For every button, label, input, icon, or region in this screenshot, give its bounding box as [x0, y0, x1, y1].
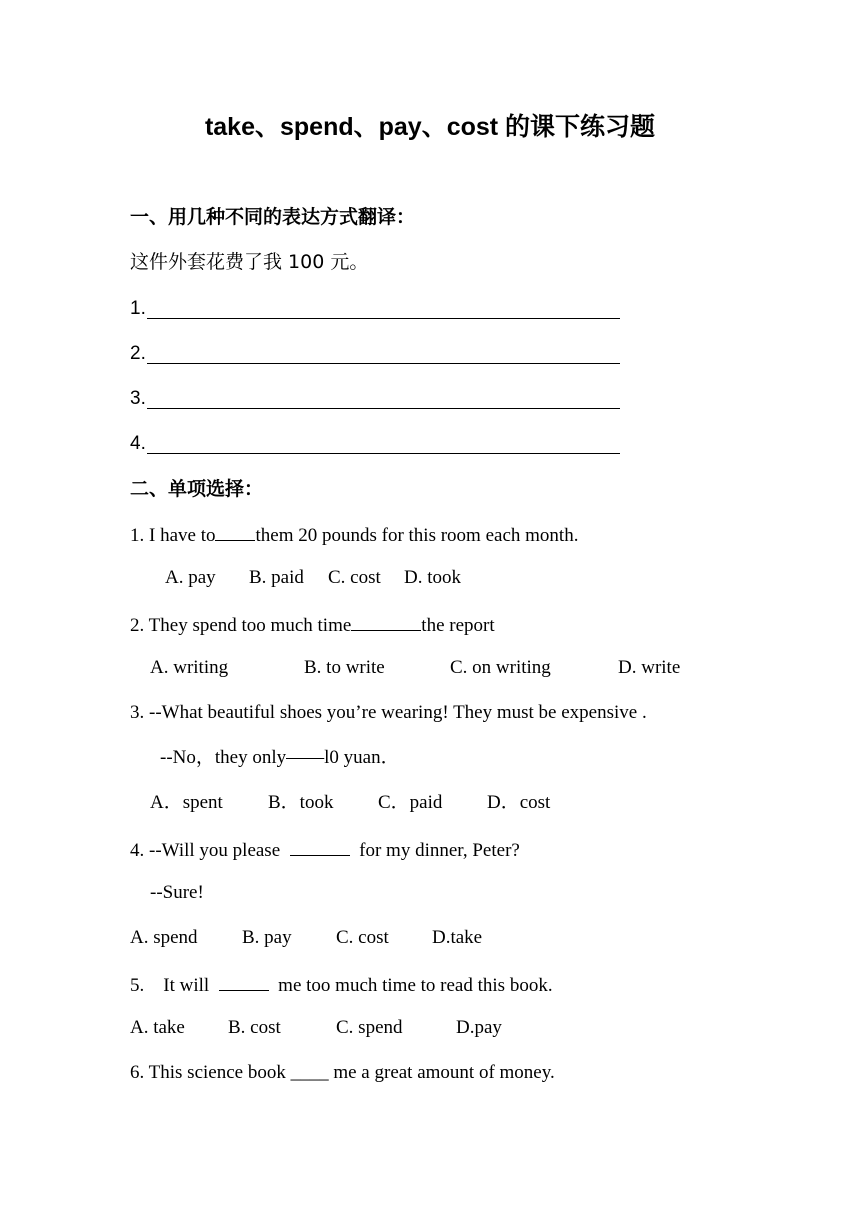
line-number: 1. — [130, 298, 146, 319]
option-a[interactable]: A. take — [130, 1017, 185, 1038]
answer-blank[interactable] — [147, 363, 620, 364]
question-3: 3. --What beautiful shoes you’re wearing! They must be expensive . — [130, 702, 647, 723]
page-title: take、spend、pay、cost 的课下练习题 — [204, 113, 656, 141]
question-6: 6. This science book ____ me a great amount of money. — [130, 1062, 555, 1083]
line-number: 3. — [130, 388, 146, 409]
option-b[interactable]: B. cost — [228, 1017, 281, 1038]
option-d[interactable]: D.pay — [456, 1017, 502, 1038]
question-text: 1. I have to — [130, 525, 216, 546]
question-text: 5. It will — [130, 975, 210, 996]
option-c[interactable]: C. cost — [328, 567, 381, 588]
translation-line-3[interactable] — [130, 386, 620, 412]
answer-blank[interactable] — [219, 970, 269, 991]
answer-blank[interactable] — [147, 408, 620, 409]
question-5 — [130, 970, 553, 999]
option-d[interactable]: D.take — [432, 927, 483, 948]
translation-line-2[interactable] — [130, 341, 620, 367]
question-4 — [130, 835, 520, 864]
translation-line-4[interactable] — [130, 431, 620, 457]
answer-blank[interactable] — [215, 520, 255, 541]
section-1-heading: 一、用几种不同的表达方式翻译： — [130, 206, 416, 228]
question-3-reply: --No，they only——l0 yuan． — [160, 747, 400, 768]
question-2 — [130, 610, 495, 639]
question-1 — [130, 520, 578, 549]
question-text: 2. They spend too much time — [130, 615, 352, 636]
answer-blank[interactable] — [147, 318, 620, 319]
option-b[interactable]: B. paid — [249, 567, 304, 588]
option-b[interactable]: B. to write — [304, 657, 385, 678]
option-d[interactable]: D. took — [404, 567, 461, 588]
question-text: me too much time to read this book. — [278, 975, 553, 996]
option-b[interactable]: B．took — [268, 792, 334, 813]
answer-blank[interactable] — [290, 835, 350, 856]
answer-blank[interactable] — [147, 453, 620, 454]
question-4-reply: --Sure! — [150, 882, 204, 903]
option-a[interactable]: A．spent — [150, 792, 223, 813]
answer-blank[interactable] — [351, 610, 421, 631]
translation-line-1[interactable] — [130, 296, 620, 322]
option-a[interactable]: A. writing — [150, 657, 229, 678]
option-b[interactable]: B. pay — [242, 927, 292, 948]
option-c[interactable]: C. cost — [336, 927, 389, 948]
question-text: 4. --Will you please — [130, 840, 281, 861]
option-c[interactable]: C．paid — [378, 792, 443, 813]
option-d[interactable]: D. write — [618, 657, 681, 678]
option-d[interactable]: D．cost — [487, 792, 551, 813]
line-number: 4. — [130, 433, 146, 454]
translation-prompt: 这件外套花费了我 100 元。 — [130, 251, 369, 273]
option-c[interactable]: C. spend — [336, 1017, 403, 1038]
option-a[interactable]: A. spend — [130, 927, 198, 948]
question-text: them 20 pounds for this room each month. — [255, 525, 579, 546]
section-2-heading: 二、单项选择： — [130, 478, 264, 500]
option-c[interactable]: C. on writing — [450, 657, 551, 678]
question-text: the report — [421, 615, 495, 636]
line-number: 2. — [130, 343, 146, 364]
question-text: for my dinner, Peter? — [359, 840, 520, 861]
option-a[interactable]: A. pay — [165, 567, 216, 588]
